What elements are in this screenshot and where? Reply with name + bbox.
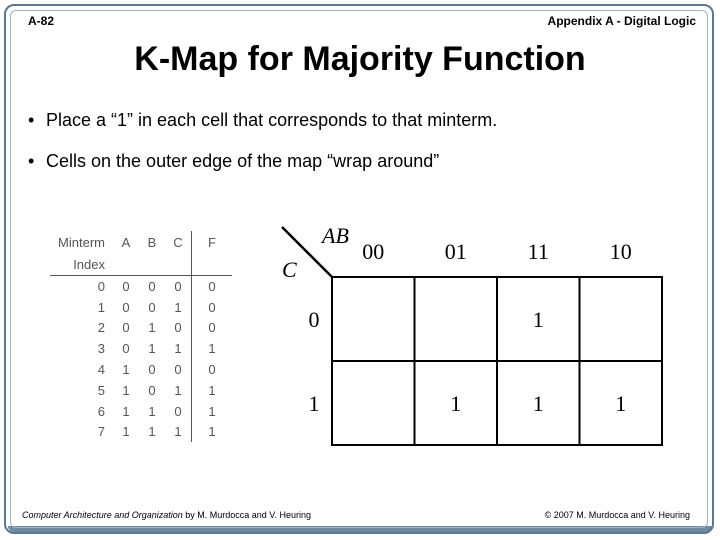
- f-cell: 1: [192, 422, 233, 443]
- f-cell: 0: [192, 297, 233, 318]
- b-cell: 1: [148, 403, 156, 419]
- b-cell: 0: [148, 278, 156, 294]
- f-cell: 0: [192, 276, 233, 297]
- c-cell: 0: [174, 403, 182, 419]
- minterm-cell: 5: [97, 382, 105, 398]
- b-cell: 1: [148, 424, 156, 440]
- f-cell: 1: [192, 338, 233, 359]
- f-cell: 0: [192, 359, 233, 380]
- a-cell: 1: [122, 382, 130, 398]
- slide-title: K-Map for Majority Function: [134, 40, 586, 78]
- bullet-text: Place a “1” in each cell that corresponds to that minterm.: [46, 110, 498, 130]
- bullet-dot: •: [28, 110, 35, 130]
- c-cell: 1: [174, 341, 182, 357]
- footer-citation: [22, 510, 311, 520]
- table-row: [50, 380, 232, 401]
- b-cell: 0: [148, 299, 156, 315]
- minterm-cell: 2: [97, 320, 105, 336]
- minterm-cell: 1: [97, 299, 105, 315]
- minterm-cell: 3: [97, 341, 105, 357]
- minterm-cell: 7: [97, 424, 105, 440]
- minterm-cell: 0: [97, 278, 105, 294]
- f-cell: 0: [192, 318, 233, 339]
- c-cell: 0: [174, 362, 182, 378]
- truth-table: [50, 231, 232, 442]
- kmap-column-label: 10: [609, 239, 632, 264]
- table-row: [50, 359, 232, 380]
- c-cell: 1: [174, 299, 182, 315]
- kmap-column-headers: [362, 239, 632, 264]
- kmap-column-label: 01: [444, 239, 467, 264]
- a-cell: 0: [122, 341, 130, 357]
- kmap-column-label: 11: [527, 239, 549, 264]
- c-cell: 1: [174, 382, 182, 398]
- minterm-header: Minterm: [58, 234, 105, 250]
- bullet-text: Cells on the outer edge of the map “wrap around”: [46, 151, 440, 171]
- minterm-cell: 6: [97, 403, 105, 419]
- footer-copyright: © 2007 M. Murdocca and V. Heuring: [544, 510, 690, 520]
- table-row: [50, 338, 232, 359]
- minterm-cell: 4: [97, 362, 105, 378]
- kmap-column-label: 00: [362, 239, 385, 264]
- c-cell: 1: [174, 424, 182, 440]
- b-cell: 0: [148, 362, 156, 378]
- kmap-cell-value: 1: [532, 307, 544, 332]
- footer-book-title: Computer Architecture and Organization: [22, 510, 183, 520]
- truth-table-body: [50, 276, 232, 443]
- table-row: [50, 422, 232, 443]
- kmap-row-label: 1: [308, 391, 320, 416]
- kmap-cell-value: 1: [615, 391, 627, 416]
- karnaugh-map: [270, 215, 670, 455]
- bullet-dot: •: [28, 151, 35, 171]
- a-cell: 1: [122, 362, 130, 378]
- table-row: [50, 401, 232, 422]
- c-cell: 0: [174, 320, 182, 336]
- kmap-c-label: C: [282, 257, 297, 282]
- table-header-row: [50, 253, 232, 276]
- f-cell: 1: [192, 380, 233, 401]
- col-header-c: C: [173, 234, 183, 250]
- a-cell: 1: [122, 424, 130, 440]
- table-header-row: [50, 231, 232, 253]
- kmap-ab-label: AB: [322, 223, 349, 248]
- kmap-row-label: 0: [308, 307, 320, 332]
- b-cell: 1: [148, 320, 156, 336]
- a-cell: 0: [122, 320, 130, 336]
- b-cell: 1: [148, 341, 156, 357]
- bullet-item: [28, 110, 497, 131]
- col-header-f: F: [192, 231, 233, 253]
- b-cell: 0: [148, 382, 156, 398]
- col-header-b: B: [147, 234, 157, 250]
- kmap-cell-value: 1: [450, 391, 462, 416]
- index-header: Index: [50, 253, 113, 276]
- kmap-row-headers: [309, 307, 320, 416]
- c-cell: 0: [174, 278, 182, 294]
- appendix-label: Appendix A - Digital Logic: [547, 14, 696, 28]
- slide-number: A-82: [28, 14, 55, 28]
- f-cell: 1: [192, 401, 233, 422]
- kmap-grid-lines: [332, 277, 662, 445]
- table-row: [50, 297, 232, 318]
- table-row: [50, 318, 232, 339]
- a-cell: 1: [122, 403, 130, 419]
- bullet-item: [28, 151, 439, 172]
- footer-authors: by M. Murdocca and V. Heuring: [182, 510, 311, 520]
- col-header-a: A: [121, 234, 131, 250]
- kmap-cell-value: 1: [532, 391, 544, 416]
- table-row: [50, 276, 232, 297]
- a-cell: 0: [122, 278, 130, 294]
- a-cell: 0: [122, 299, 130, 315]
